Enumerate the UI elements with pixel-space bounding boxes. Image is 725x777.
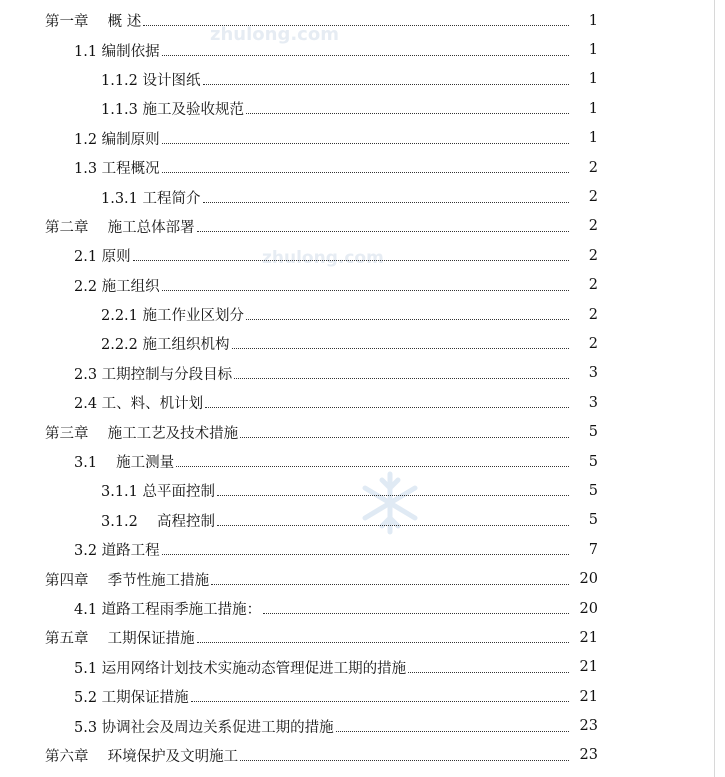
toc-page-number: 23 xyxy=(579,718,598,735)
toc-page-number: 5 xyxy=(588,512,598,529)
toc-page-number: 2 xyxy=(588,159,598,176)
toc-subsection-entry[interactable] xyxy=(0,476,725,505)
toc-section-entry[interactable] xyxy=(0,124,725,153)
toc-dot-leader xyxy=(162,554,569,555)
toc-entry-title: 5.3 协调社会及周边关系促进工期的措施 xyxy=(74,719,334,736)
toc-dot-leader xyxy=(211,584,569,585)
toc-dot-leader xyxy=(191,701,569,702)
toc-page-number: 21 xyxy=(579,659,598,676)
toc-chapter-entry[interactable] xyxy=(0,212,725,241)
toc-section-entry[interactable] xyxy=(0,241,725,270)
toc-subsection-entry[interactable] xyxy=(0,94,725,123)
toc-page-number: 1 xyxy=(588,130,598,147)
toc-dot-leader xyxy=(336,731,569,732)
toc-entry-title: 2.2 施工组织 xyxy=(74,278,160,295)
toc-page-number: 2 xyxy=(588,218,598,235)
toc-page-number: 2 xyxy=(588,335,598,352)
toc-page-number: 1 xyxy=(588,100,598,117)
toc-entry-title: 2.2.2 施工组织机构 xyxy=(101,337,230,354)
toc-dot-leader xyxy=(263,613,569,614)
toc-page-number: 7 xyxy=(588,541,598,558)
toc-dot-leader xyxy=(240,437,569,438)
toc-dot-leader xyxy=(133,260,569,261)
toc-entry-title: 1.3.1 工程简介 xyxy=(101,190,201,207)
toc-entry-title: 第四章 季节性施工措施 xyxy=(45,572,210,589)
toc-page-number: 2 xyxy=(588,247,598,264)
toc-page-number: 1 xyxy=(588,12,598,29)
toc-entry-title: 1.1.3 施工及验收规范 xyxy=(101,102,245,119)
toc-section-entry[interactable] xyxy=(0,388,725,417)
toc-page-number: 5 xyxy=(588,482,598,499)
toc-entry-title: 5.1 运用网络计划技术实施动态管理促进工期的措施 xyxy=(74,660,407,677)
toc-entry-title: 5.2 工期保证措施 xyxy=(74,690,189,707)
toc-chapter-entry[interactable] xyxy=(0,417,725,446)
watermark-text: zhulong.com xyxy=(210,24,339,45)
toc-chapter-entry[interactable] xyxy=(0,741,725,770)
toc-dot-leader xyxy=(240,760,569,761)
toc-section-entry[interactable] xyxy=(0,447,725,476)
toc-entry-title: 3.2 道路工程 xyxy=(74,543,160,560)
toc-subsection-entry[interactable] xyxy=(0,65,725,94)
toc-entry-title: 3.1 施工测量 xyxy=(74,455,175,472)
toc-entry-title: 第一章 概 述 xyxy=(45,14,142,31)
toc-entry-title: 1.2 编制原则 xyxy=(74,131,160,148)
toc-chapter-entry[interactable] xyxy=(0,564,725,593)
toc-subsection-entry[interactable] xyxy=(0,329,725,358)
toc-entry-title: 4.1 道路工程雨季施工措施： xyxy=(74,602,262,618)
toc-entry-title: 1.1.2 设计图纸 xyxy=(101,72,201,89)
toc-section-entry[interactable] xyxy=(0,35,725,64)
toc-dot-leader xyxy=(162,55,569,56)
toc-dot-leader xyxy=(162,290,569,291)
toc-subsection-entry[interactable] xyxy=(0,300,725,329)
toc-section-entry[interactable] xyxy=(0,711,725,740)
toc-dot-leader xyxy=(234,378,569,379)
toc-section-entry[interactable] xyxy=(0,271,725,300)
toc-dot-leader xyxy=(408,672,569,673)
toc-entry-title: 2.3 工期控制与分段目标 xyxy=(74,366,233,383)
toc-page-number: 3 xyxy=(588,365,598,382)
toc-chapter-entry[interactable] xyxy=(0,6,725,35)
toc-entry-title: 1.3 工程概况 xyxy=(74,161,160,178)
toc-section-entry[interactable] xyxy=(0,153,725,182)
toc-page-number: 5 xyxy=(588,453,598,470)
toc-page-number: 20 xyxy=(579,571,598,588)
table-of-contents xyxy=(0,6,725,770)
toc-page-number: 2 xyxy=(588,277,598,294)
toc-dot-leader xyxy=(246,319,569,320)
toc-dot-leader xyxy=(197,231,569,232)
toc-section-entry[interactable] xyxy=(0,535,725,564)
toc-dot-leader xyxy=(143,25,569,26)
toc-dot-leader xyxy=(176,466,569,467)
toc-subsection-entry[interactable] xyxy=(0,182,725,211)
toc-dot-leader xyxy=(217,495,569,496)
toc-page-number: 21 xyxy=(579,629,598,646)
toc-entry-title: 第二章 施工总体部署 xyxy=(45,219,195,236)
toc-entry-title: 1.1 编制依据 xyxy=(74,43,160,60)
toc-dot-leader xyxy=(246,113,569,114)
toc-page-number: 1 xyxy=(588,71,598,88)
toc-page-number: 5 xyxy=(588,424,598,441)
toc-dot-leader xyxy=(203,202,569,203)
toc-page-number: 1 xyxy=(588,42,598,59)
toc-dot-leader xyxy=(217,525,569,526)
toc-entry-title: 3.1.1 总平面控制 xyxy=(101,484,216,501)
toc-chapter-entry[interactable] xyxy=(0,623,725,652)
toc-entry-title: 第五章 工期保证措施 xyxy=(45,631,195,648)
toc-page-number: 2 xyxy=(588,306,598,323)
toc-dot-leader xyxy=(197,642,569,643)
toc-page-number: 23 xyxy=(579,747,598,764)
toc-section-entry[interactable] xyxy=(0,594,725,623)
toc-entry-title: 2.2.1 施工作业区划分 xyxy=(101,308,245,325)
watermark-text: zhulong.com xyxy=(262,248,384,268)
toc-entry-title: 2.1 原则 xyxy=(74,249,131,266)
toc-page-number: 21 xyxy=(579,688,598,705)
toc-dot-leader xyxy=(162,143,569,144)
toc-page-number: 20 xyxy=(579,600,598,617)
toc-section-entry[interactable] xyxy=(0,359,725,388)
toc-subsection-entry[interactable] xyxy=(0,506,725,535)
toc-entry-title: 2.4 工、料、机计划 xyxy=(74,396,204,413)
toc-dot-leader xyxy=(203,84,569,85)
toc-section-entry[interactable] xyxy=(0,682,725,711)
toc-entry-title: 第六章 环境保护及文明施工 xyxy=(45,748,239,765)
toc-page-number: 2 xyxy=(588,189,598,206)
toc-dot-leader xyxy=(205,407,569,408)
toc-dot-leader xyxy=(232,348,569,349)
toc-section-entry[interactable] xyxy=(0,653,725,682)
toc-entry-title: 3.1.2 高程控制 xyxy=(101,513,216,530)
toc-dot-leader xyxy=(162,172,569,173)
toc-page-number: 3 xyxy=(588,394,598,411)
toc-entry-title: 第三章 施工工艺及技术措施 xyxy=(45,425,239,442)
